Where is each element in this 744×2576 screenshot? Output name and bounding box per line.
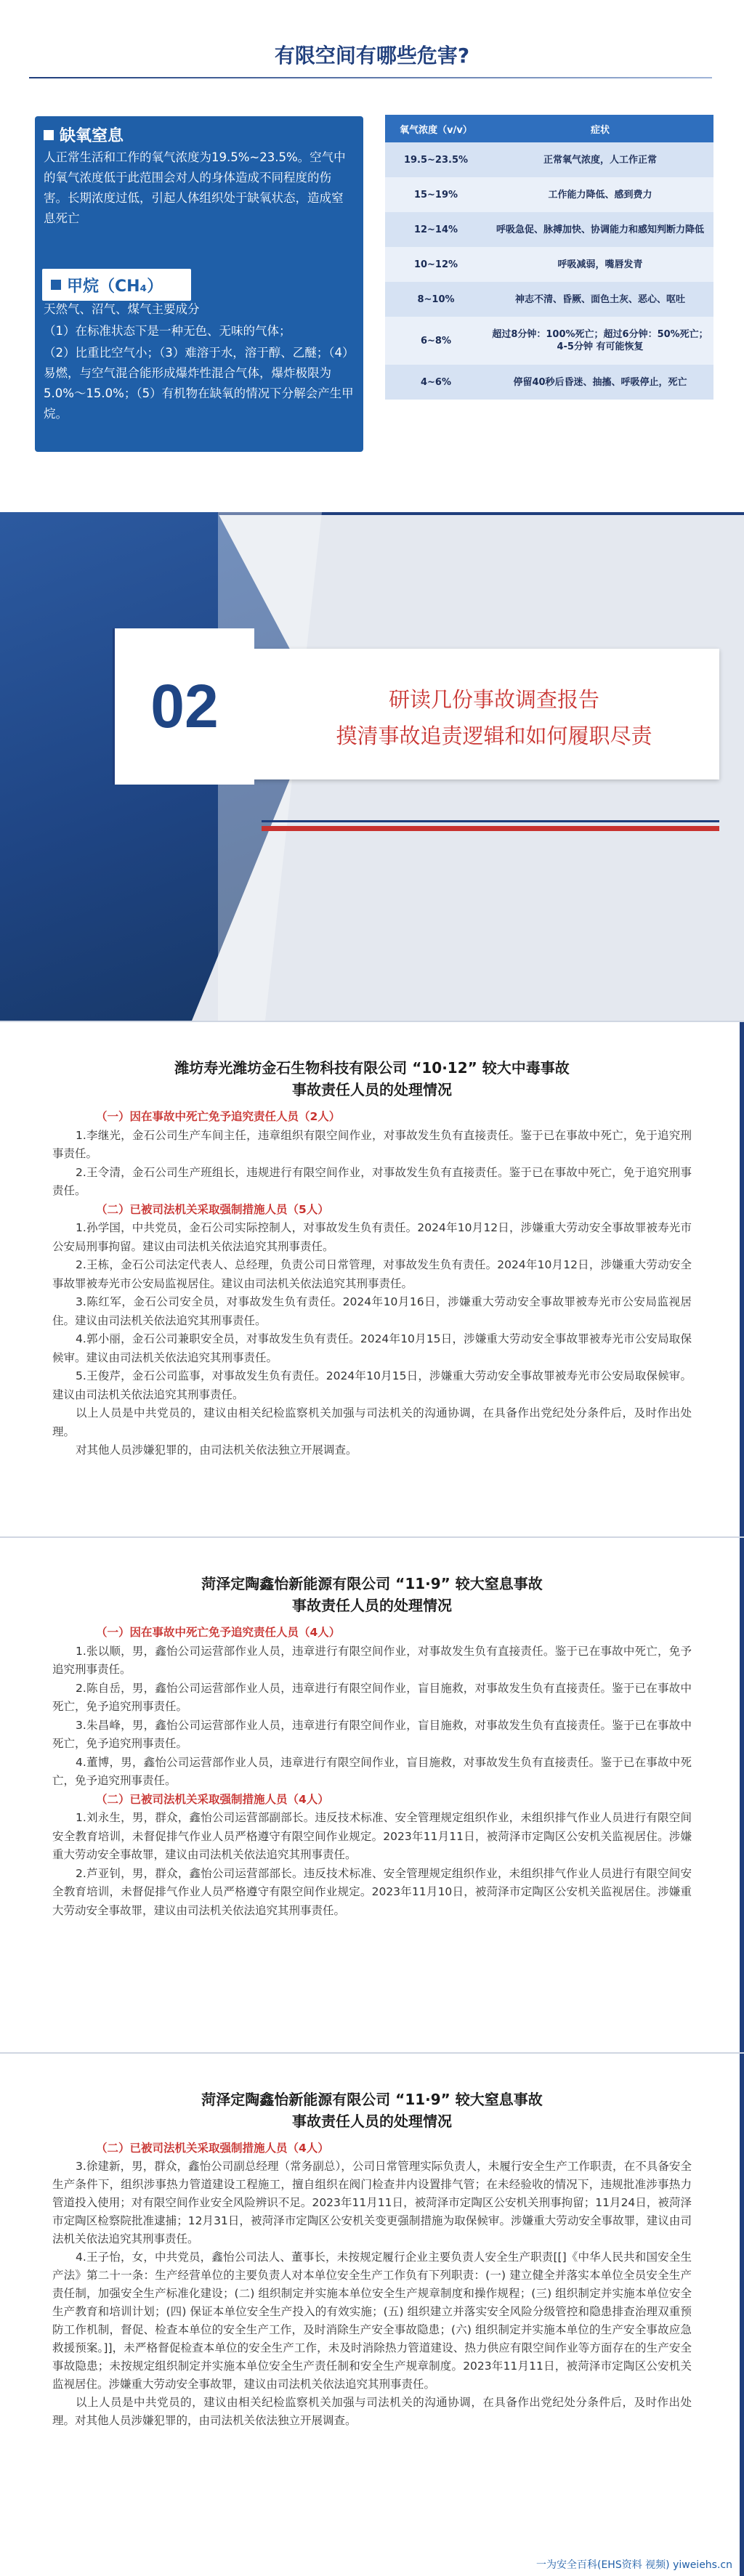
side-strip	[740, 1538, 744, 2052]
methane-heading: 甲烷（CH₄）	[42, 269, 191, 301]
paragraph: 1.李继光，金石公司生产车间主任，违章组织有限空间作业，对事故发生负有直接责任。鉴于已在事故中死亡，免于追究刑事责任。	[52, 1128, 692, 1160]
report-title: 菏泽定陶鑫怡新能源有限公司 “11·9” 较大窒息事故	[201, 2091, 543, 2108]
paragraph: 2.王栋，金石公司法定代表人、总经理，负责公司日常管理，对事故发生负有责任。2024年10月12日，涉嫌重大劳动安全事故罪被寿光市公安局监视居住。建议由司法机关依法追究其刑事责任。	[52, 1258, 692, 1290]
table-row: 19.5~23.5% 正常氧气浓度，人工作正常	[385, 142, 713, 177]
report-subtitle: 事故责任人员的处理情况	[292, 1081, 452, 1098]
paragraph: 2.陈自岳，男，鑫怡公司运营部作业人员，违章进行有限空间作业，盲目施救，对事故发生负有直接责任。鉴于已在事故中死亡，免予追究刑事责任。	[52, 1681, 692, 1713]
section-heading: （二）已被司法机关采取强制措施人员（4人）	[96, 2142, 329, 2155]
report-subtitle: 事故责任人员的处理情况	[292, 2113, 452, 2130]
slide-hazards	[0, 0, 744, 512]
report-slide-heze-2	[0, 2052, 744, 2576]
table-row: 6~8% 超过8分钟：100%死亡；超过6分钟：50%死亡；4-5分钟 有可能恢复	[385, 317, 713, 365]
paragraph: 4.董博，男，鑫怡公司运营部作业人员，违章进行有限空间作业，盲目施救，对事故发生负有直接责任。鉴于已在事故中死亡，免予追究刑事责任。	[52, 1755, 692, 1787]
oxygen-text: 人正常生活和工作的氧气浓度为19.5%~23.5%。空气中的氧气浓度低于此范围会对人的身体造成不同程度的伤害。长期浓度过低，引起人体组织处于缺氧状态，造成窒息死亡	[44, 150, 346, 225]
paragraph: 4.王子怡，女，中共党员，鑫怡公司法人、董事长，未按规定履行企业主要负责人安全生产职责[[]《中华人民共和国安全生产法》第二十一条：生产经营单位的主要负责人对本单位安全生产工作负有下列职责：(一) 建立健全并落实本单位全员安全生产责任制，加强安全生产标准化建设；(二) 组织制定并实施本单位安全生产规章制度和操作规程；(三) 组织制定并实施本单位安全生产教育和培训计划；(四) 保证本单位安全生产投入的有效实施；(五) 组织建立并落实安全风险分级管控和隐患排查治理双重预防工作机制，督促、检查本单位的安全生产工作，及时消除生产安全事故隐患；(六) 组织制定并实施本单位的生产安全事故应急救援预案。]]，未严格督促检查本单位的安全生产工作，未及时消除热力管道建设、热力供应有限空间作业等方面存在的生产安全事故隐患；未按规定组织制定并实施本单位安全生产责任制和安全生产规章制度。2023年11月11日，被菏泽市定陶区公安机关监视居住。涉嫌重大劳动安全事故罪，建议由司法机关依法追究其刑事责任。	[52, 2251, 692, 2391]
paragraph: 以上人员是中共党员的，建议由相关纪检监察机关加强与司法机关的沟通协调，在具备作出党纪处分条件后，及时作出处理。	[52, 1406, 692, 1438]
table-header: 症状	[487, 115, 713, 142]
bullet-square-icon	[51, 280, 61, 290]
footer-watermark: 一为安全百科(EHS资料 视频) yiweiehs.cn	[535, 2559, 732, 2571]
side-strip	[740, 2054, 744, 2576]
report-slide-heze-1	[0, 1536, 744, 2052]
table-row: 12~14% 呼吸急促、脉搏加快、协调能力和感知判断力降低	[385, 212, 713, 247]
section-heading: （一）因在事故中死亡免予追究责任人员（2人）	[96, 1110, 341, 1123]
report-slide-weifang	[0, 1021, 744, 1536]
table-row: 4~6% 停留40秒后昏迷、抽搐、呼吸停止，死亡	[385, 365, 713, 400]
paragraph: 3.陈红军，金石公司安全员，对事故发生负有责任。2024年10月16日，涉嫌重大劳动安全事故罪被寿光市公安局监视居住。建议由司法机关依法追究其刑事责任。	[52, 1295, 692, 1327]
oxygen-heading: 缺氧窒息	[44, 123, 355, 146]
report-title: 菏泽定陶鑫怡新能源有限公司 “11·9” 较大窒息事故	[201, 1575, 543, 1592]
slide-title: 有限空间有哪些危害?	[274, 44, 470, 68]
report-title: 潍坊寿光潍坊金石生物科技有限公司 “10·12” 较大中毒事故	[174, 1059, 570, 1077]
section-heading: （二）已被司法机关采取强制措施人员（4人）	[96, 1792, 329, 1806]
title-divider	[262, 820, 719, 822]
table-row: 10~12% 呼吸减弱，嘴唇发青	[385, 247, 713, 282]
section-heading: （一）因在事故中死亡免予追究责任人员（4人）	[96, 1626, 341, 1639]
bullet-square-icon	[44, 130, 54, 140]
section-number: 02	[113, 628, 254, 785]
paragraph: 2.芦亚钊，男，群众，鑫怡公司运营部部长。违反技术标准、安全管理规定组织作业，未组织排气作业人员进行有限空间安全教育培训，未督促排气作业人员严格遵守有限空间作业规定。2023年11月10日，被菏泽市定陶区公安机关监视居住。涉嫌重大劳动安全事故罪，建议由司法机关依法追究其刑事责任。	[52, 1866, 692, 1917]
table-row: 15~19% 工作能力降低、感到费力	[385, 177, 713, 212]
methane-line-2: （2）比重比空气小；（3）难溶于水，溶于醇、乙醚；（4）易燃，与空气混合能形成爆炸性混合气体，爆炸极限为5.0%～15.0%；（5）有机物在缺氧的情况下分解会产生甲烷。	[44, 346, 355, 421]
paragraph: 1.张以顺，男，鑫怡公司运营部作业人员，违章进行有限空间作业，对事故发生负有直接责任。鉴于已在事故中死亡，免予追究刑事责任。	[52, 1644, 692, 1676]
section-cover-slide	[0, 512, 744, 1021]
paragraph: 对其他人员涉嫌犯罪的，由司法机关依法独立开展调查。	[76, 1443, 357, 1457]
paragraph: 5.王俊芹，金石公司监事，对事故发生负有责任。2024年10月15日，涉嫌重大劳动安全事故罪被寿光市公安局取保候审。建议由司法机关依法追究其刑事责任。	[52, 1369, 692, 1401]
report-subtitle: 事故责任人员的处理情况	[292, 1597, 452, 1614]
section-heading: （二）已被司法机关采取强制措施人员（5人）	[96, 1202, 329, 1216]
paragraph: 2.王令清，金石公司生产班组长，违规进行有限空间作业，对事故发生负有直接责任。鉴于已在事故中死亡，免于追究刑事责任。	[52, 1165, 692, 1197]
section-title: 研读几份事故调查报告 摸清事故追责逻辑和如何履职尽责	[336, 687, 652, 748]
methane-line-0: 天然气、沼气、煤气主要成分	[44, 302, 200, 316]
paragraph: 3.徐建新，男，群众，鑫怡公司副总经理（常务副总），公司日常管理实际负责人，未履行安全生产工作职责，在不具备安全生产条件下，组织涉事热力管道建设工程施工，擅自组织在阀门检查井内设置排气管；在未经验收的情况下，违规批准涉事热力管道投入使用；对有限空间作业安全风险辨识不足。2023年11月11日，被菏泽市定陶区公安机关刑事拘留；11月24日，被菏泽市定陶区检察院批准逮捕；12月31日，被菏泽市定陶区公安机关变更强制措施为取保候审。涉嫌重大劳动安全事故罪，建议由司法机关依法追究其刑事责任。	[52, 2160, 692, 2245]
paragraph: 以上人员是中共党员的，建议由相关纪检监察机关加强与司法机关的沟通协调，在具备作出党纪处分条件后，及时作出处理。对其他人员涉嫌犯罪的，由司法机关依法独立开展调查。	[52, 2396, 692, 2427]
paragraph: 4.郭小丽，金石公司兼职安全员，对事故发生负有责任。2024年10月15日，涉嫌重大劳动安全事故罪被寿光市公安局取保候审。建议由司法机关依法追究其刑事责任。	[52, 1332, 692, 1364]
paragraph: 1.刘永生，男，群众，鑫怡公司运营部副部长。违反技术标准、安全管理规定组织作业，未组织排气作业人员进行有限空间安全教育培训，未督促排气作业人员严格遵守有限空间作业规定。2023年11月11日，被菏泽市定陶区公安机关监视居住。涉嫌重大劳动安全事故罪，建议由司法机关依法追究其刑事责任。	[52, 1811, 692, 1861]
oxygen-table	[385, 115, 713, 400]
table-header: 氧气浓度（v/v）	[385, 115, 487, 142]
methane-line-1: （1）在标准状态下是一种无色、无味的气体；	[44, 324, 291, 338]
table-row: 8~10% 神志不清、昏厥、面色土灰、恶心、呕吐	[385, 282, 713, 317]
paragraph: 1.孙学国，中共党员，金石公司实际控制人，对事故发生负有责任。2024年10月12日，涉嫌重大劳动安全事故罪被寿光市公安局刑事拘留。建议由司法机关依法追究其刑事责任。	[52, 1221, 692, 1253]
side-strip	[740, 1022, 744, 1536]
title-underline	[29, 77, 712, 78]
title-accent-bar	[262, 826, 719, 831]
paragraph: 3.朱昌峰，男，鑫怡公司运营部作业人员，违章进行有限空间作业，盲目施救，对事故发生负有直接责任。鉴于已在事故中死亡，免予追究刑事责任。	[52, 1718, 692, 1750]
